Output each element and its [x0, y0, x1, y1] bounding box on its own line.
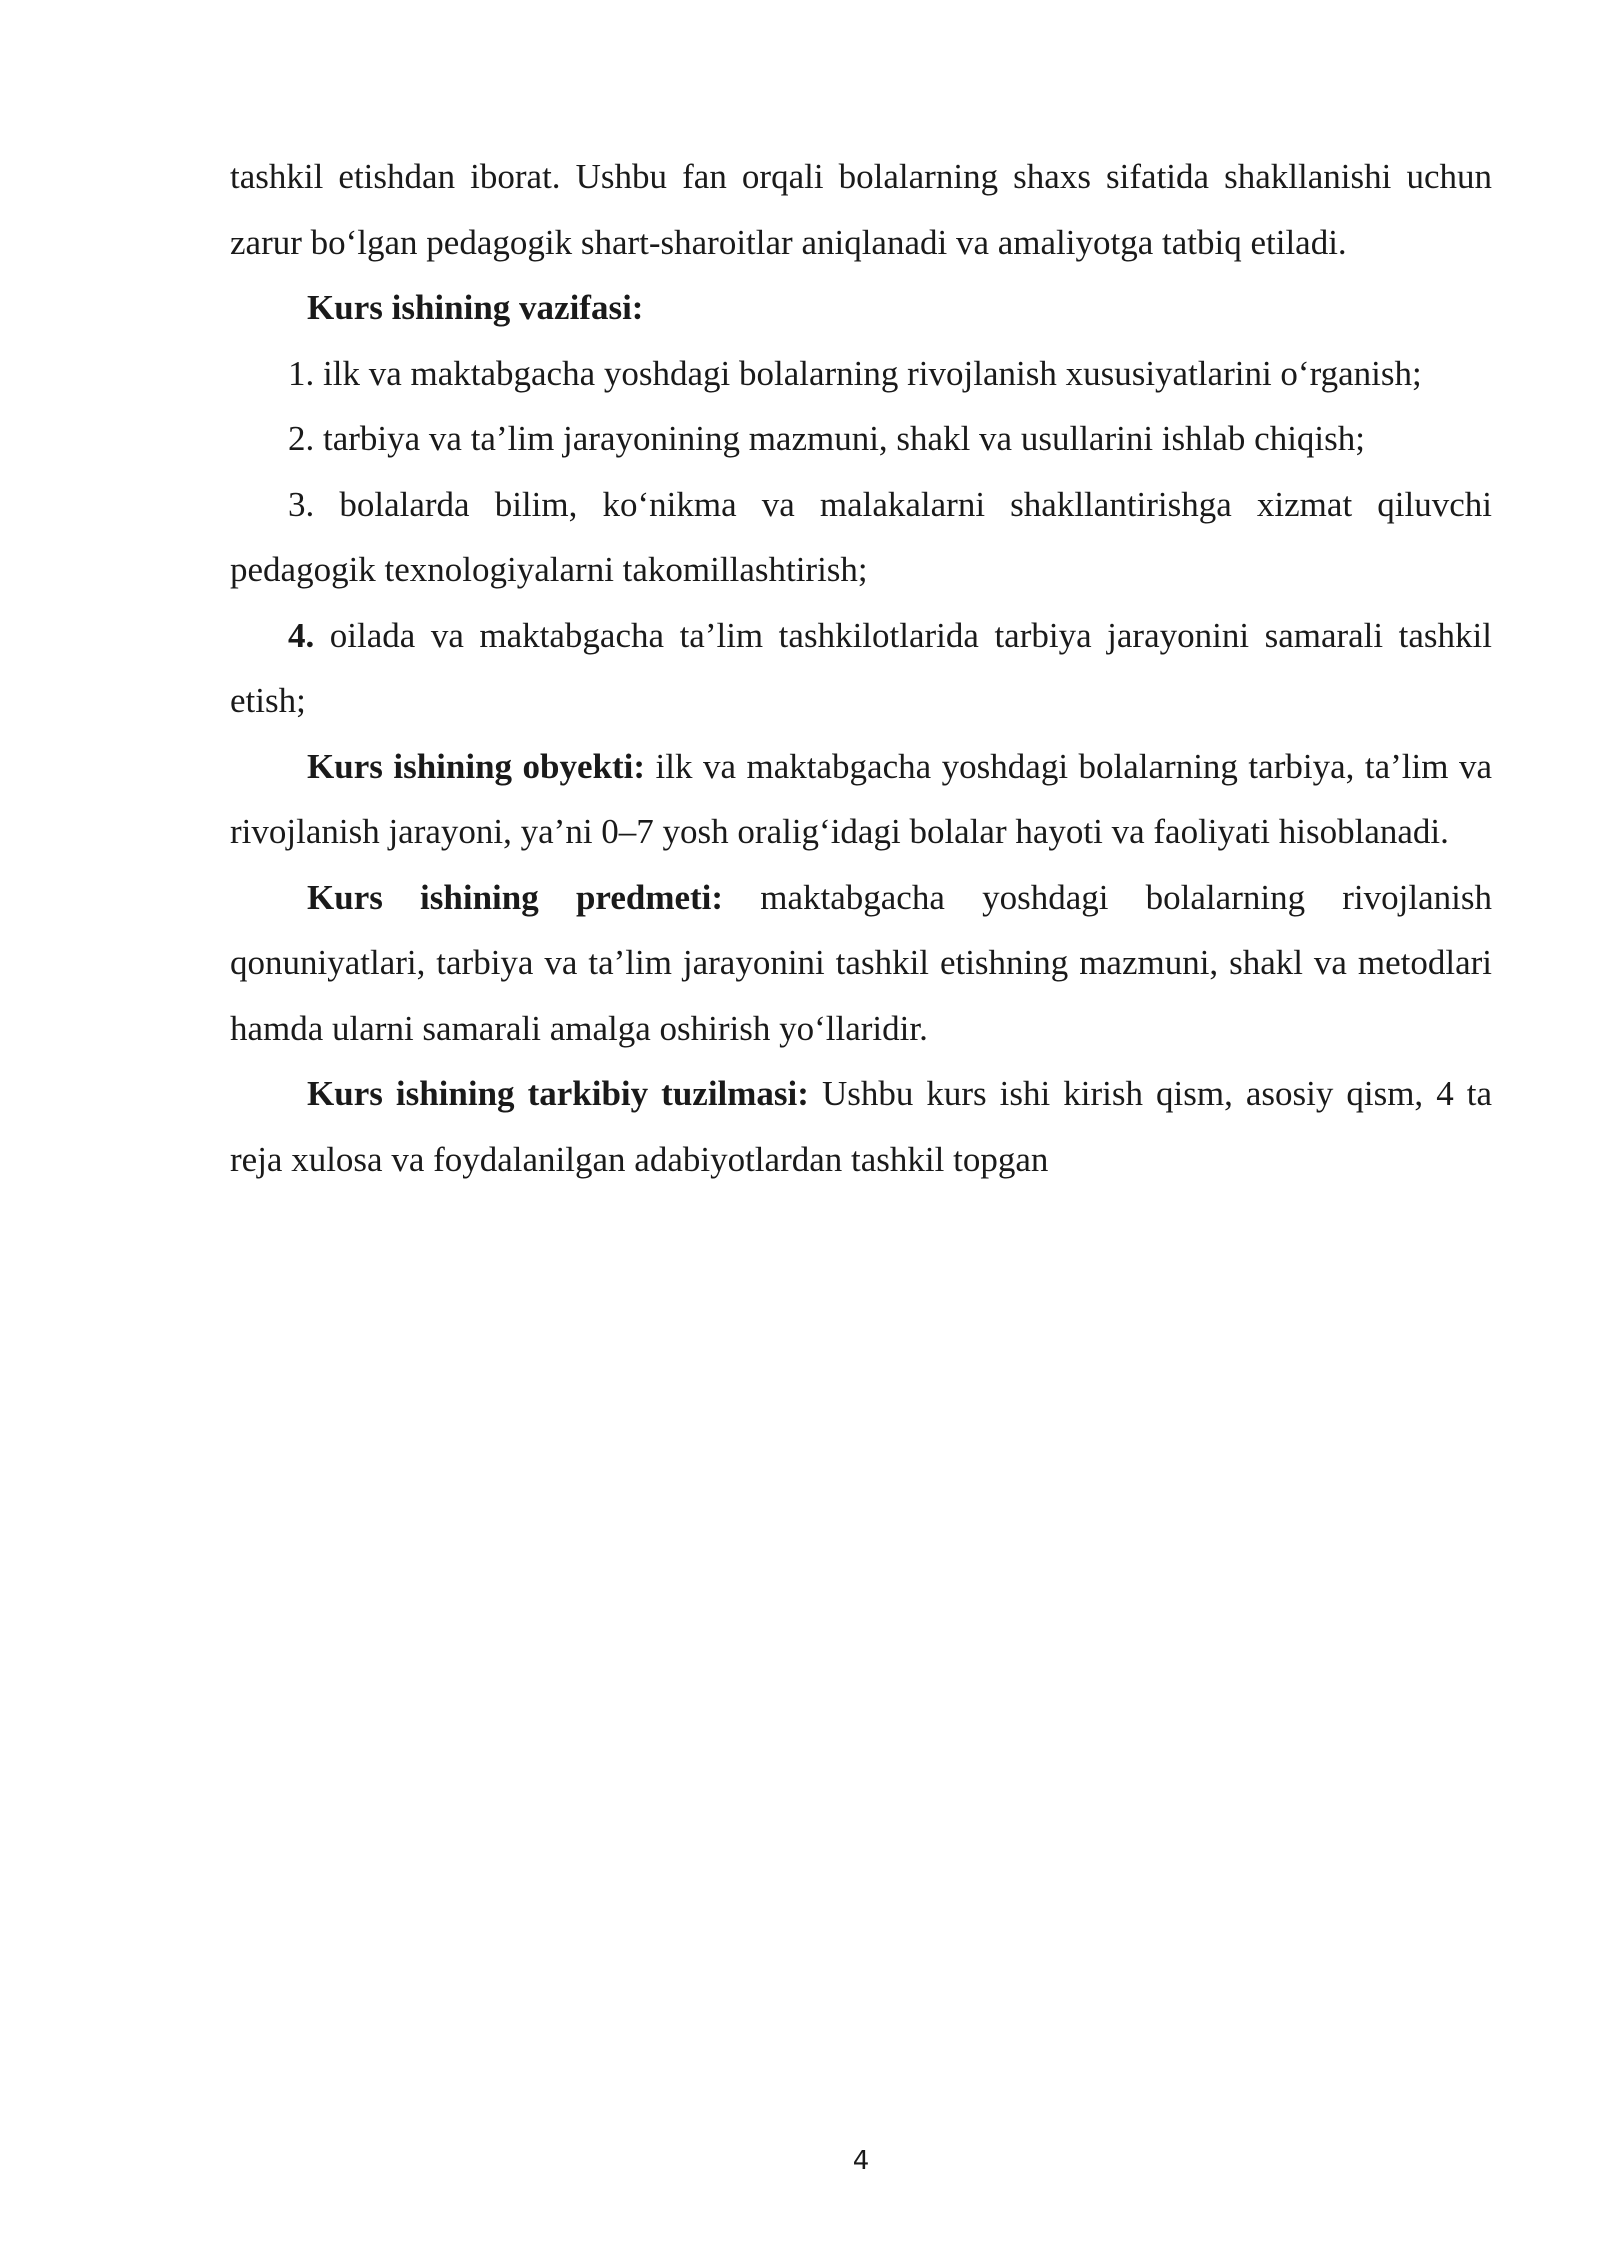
task-text-1: ilk va maktabgacha yoshdagi bolalarning rivojlanish xususiyatlarini o‘rganish; — [314, 353, 1422, 393]
task-text-3: bolalarda bilim, ko‘nikma va malakalarni shakllantirishga xizmat qiluvchi pedagogik texnologiyalarni takomillashtirish; — [230, 484, 1492, 589]
subject-label: Kurs ishining predmeti: — [307, 877, 724, 917]
structure-paragraph — [230, 1061, 1492, 1192]
structure-text: Ushbu kurs ishi kirish qism, asosiy qism, 4 ta reja xulosa va foydalanilgan adabiyotlardan tashkil topgan — [230, 1074, 1492, 1179]
document-page — [230, 144, 1492, 1192]
tasks-heading: Kurs ishining vazifasi: — [307, 288, 644, 327]
task-number-4: 4. — [288, 615, 315, 655]
task-item-2 — [230, 406, 1492, 472]
task-item-3 — [230, 472, 1492, 603]
task-item-4 — [230, 603, 1492, 734]
task-number-3: 3. — [288, 484, 315, 524]
task-text-4: oilada va maktabgacha ta’lim tashkilotlarida tarbiya jarayonini samarali tashkil etish; — [230, 615, 1492, 720]
subject-text: maktabgacha yoshdagi bolalarning rivojlanish qonuniyatlari, tarbiya va ta’lim jarayonini tashkil etishning mazmuni, shakl va metodlari hamda ularni samarali amalga oshirish yo‘llaridir. — [230, 877, 1492, 1048]
task-item-1 — [230, 341, 1492, 407]
object-label: Kurs ishining obyekti: — [307, 746, 646, 786]
object-text: ilk va maktabgacha yoshdagi bolalarning tarbiya, ta’lim va rivojlanish jarayoni, ya’ni 0–7 yosh oralig‘idagi bolalar hayoti va faoliyati hisoblanadi. — [230, 746, 1492, 851]
object-paragraph — [230, 734, 1492, 865]
page-number: 4 — [852, 2146, 870, 2176]
intro-paragraph-end: tashkil etishdan iborat. Ushbu fan orqali bolalarning shaxs sifatida shakllanishi uchun zarur bo‘lgan pedagogik shart-sharoitlar aniqlanadi va amaliyotga tatbiq etiladi. — [230, 157, 1492, 262]
task-number-1: 1. — [288, 353, 315, 393]
task-text-2: tarbiya va ta’lim jarayonining mazmuni, shakl va usullarini ishlab chiqish; — [314, 419, 1365, 458]
task-number-2: 2. — [288, 419, 315, 458]
structure-label: Kurs ishining tarkibiy tuzilmasi: — [307, 1074, 809, 1113]
subject-paragraph — [230, 865, 1492, 1062]
